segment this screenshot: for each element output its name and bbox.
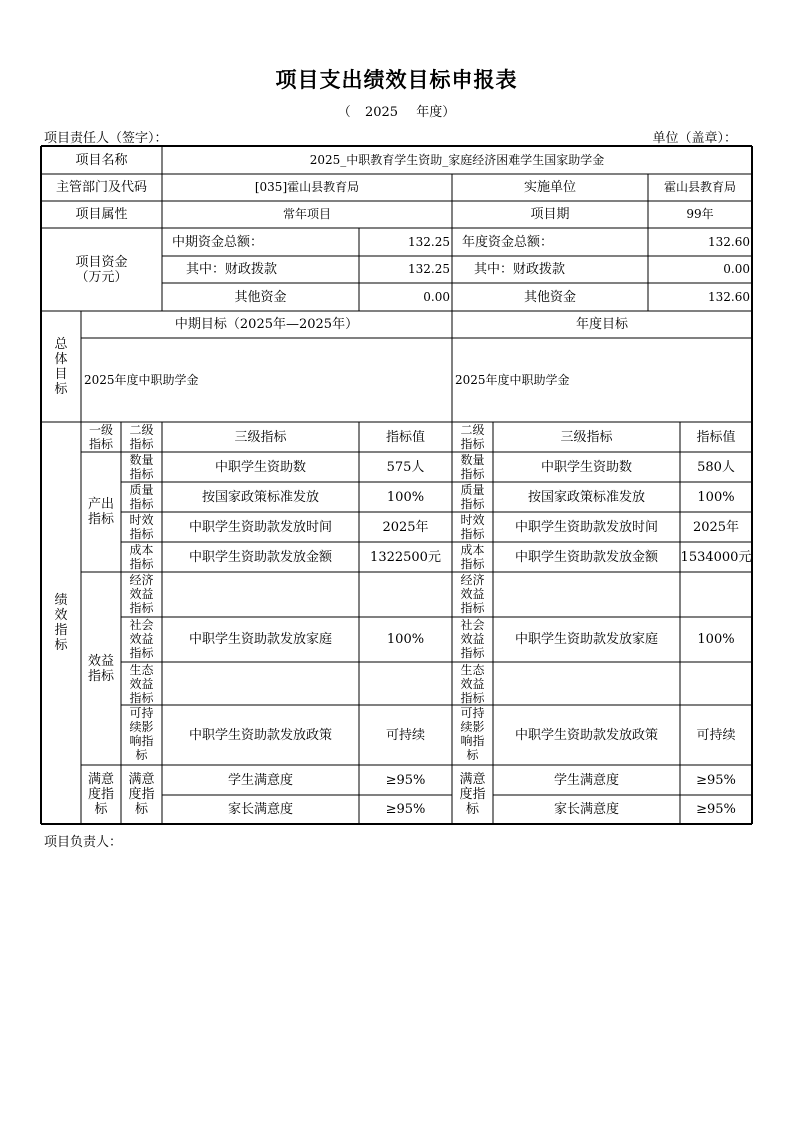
row-mid-value: ≥95% [385, 802, 426, 817]
impl-unit-label: 实施单位 [523, 180, 576, 195]
project-attr-value: 常年项目 [282, 207, 331, 221]
row-mid-name: 中职学生资助款发放政策 [188, 727, 332, 743]
row-level2-mid: 时效指标 [129, 513, 154, 541]
row-annual-value [680, 572, 752, 617]
mid-goal-text: 2025年度中职助学金 [84, 372, 199, 387]
annual-goal-text: 2025年度中职助学金 [455, 372, 570, 387]
year-value: 2025 [364, 105, 399, 120]
mid-total-label: 中期资金总额： [172, 234, 264, 250]
row-mid-value: ≥95% [385, 772, 426, 788]
row-mid-name [162, 572, 359, 617]
row-mid-name: 中职学生资助款发放家庭 [188, 632, 332, 647]
page-title: 项目支出绩效目标申报表 [275, 67, 518, 92]
annual-total-label: 年度资金总额： [462, 234, 554, 250]
row-annual-value: 100% [697, 632, 735, 647]
row-level2-annual: 时效指标 [460, 513, 485, 541]
row-level2-mid: 经济效益指标 [129, 573, 154, 615]
row-annual-name: 按国家政策标准发放 [527, 489, 645, 505]
row-level2-annual: 可持续影响指标 [460, 706, 485, 762]
row-mid-name: 中职学生资助数 [214, 459, 306, 475]
group-satisfaction-label: 满意度指标 [87, 772, 114, 817]
row-level2-annual: 生态效益指标 [460, 663, 485, 705]
row-mid-value: 1322500元 [370, 549, 441, 565]
impl-unit-value: 霍山县教育局 [663, 180, 736, 194]
row-annual-name: 中职学生资助款发放政策 [514, 727, 658, 743]
row-level2-mid: 生态效益指标 [129, 663, 154, 705]
row-level2-mid: 数量指标 [129, 453, 154, 481]
annual-total-value: 132.60 [708, 234, 750, 249]
header-value-annual: 指标值 [696, 429, 736, 445]
row-mid-name: 中职学生资助款发放时间 [188, 519, 332, 535]
annual-fiscal-value: 0.00 [723, 262, 750, 276]
mid-fiscal-value: 132.25 [408, 262, 450, 276]
row-mid-value: 可持续 [385, 727, 425, 743]
group-output-label: 产出指标 [87, 497, 114, 527]
funds-label-line1: 项目资金 [75, 254, 128, 270]
row-annual-value: ≥95% [696, 772, 736, 788]
mid-total-value: 132.25 [408, 234, 450, 249]
project-period-label: 项目期 [530, 207, 570, 222]
year-prefix: （ [337, 105, 351, 120]
year-suffix: 年度） [416, 105, 456, 120]
row-mid-value: 100% [386, 489, 425, 505]
row-mid-name: 学生满意度 [227, 772, 293, 788]
row-annual-name [493, 662, 680, 705]
row-annual-name: 家长满意度 [553, 802, 619, 817]
row-level2-annual: 满意度指标 [459, 772, 486, 817]
row-level2-mid: 质量指标 [129, 483, 154, 511]
mid-goal-header: 中期目标（2025年—2025年） [174, 317, 359, 332]
dept-label: 主管部门及代码 [55, 180, 147, 195]
project-owner-label: 项目负责人： [44, 835, 123, 850]
row-level2-annual: 社会效益指标 [460, 618, 485, 660]
header-level2-mid: 二级指标 [129, 423, 154, 451]
row-annual-name: 中职学生资助数 [540, 459, 632, 475]
responsible-person-label: 项目责任人（签字）： [44, 131, 168, 146]
row-annual-value: 580人 [697, 459, 735, 475]
header-value-mid: 指标值 [385, 429, 425, 445]
row-annual-value: 可持续 [696, 727, 736, 743]
funds-label-line2: （万元） [75, 269, 128, 285]
row-mid-name: 中职学生资助款发放金额 [188, 549, 332, 565]
project-name-value: 2025_中职教育学生资助_家庭经济困难学生国家助学金 [309, 152, 605, 167]
row-annual-value: 2025年 [692, 519, 740, 535]
header-level3-mid: 三级指标 [234, 429, 287, 445]
row-mid-name: 按国家政策标准发放 [201, 489, 319, 505]
row-annual-name: 中职学生资助款发放时间 [514, 519, 658, 535]
row-level2-annual: 数量指标 [460, 453, 485, 481]
dept-value: [035]霍山县教育局 [254, 180, 360, 194]
project-funds-label [41, 228, 162, 311]
unit-seal-label: 单位（盖章）： [652, 131, 737, 146]
header-level3-annual: 三级指标 [560, 429, 613, 445]
mid-fiscal-label: 其中：财政拨款 [186, 262, 278, 277]
group-benefit-label: 效益指标 [87, 653, 114, 684]
mid-other-label: 其他资金 [234, 289, 287, 305]
row-level2-mid: 可持续影响指标 [129, 706, 154, 762]
annual-goal-header: 年度目标 [575, 317, 628, 332]
row-mid-value [359, 662, 452, 705]
performance-indicators-label: 绩效指标 [54, 593, 68, 653]
row-mid-name [162, 662, 359, 705]
row-annual-name: 中职学生资助款发放家庭 [514, 632, 658, 647]
row-level2-annual: 质量指标 [460, 483, 485, 511]
row-annual-name: 中职学生资助款发放金额 [514, 549, 658, 565]
annual-fiscal-label: 其中：财政拨款 [474, 262, 566, 277]
row-level2-annual: 成本指标 [460, 543, 485, 571]
header-level2-annual: 二级指标 [460, 423, 485, 451]
row-level2-mid: 社会效益指标 [129, 618, 154, 660]
row-mid-value: 100% [386, 632, 425, 647]
overall-goal-label: 总体目标 [54, 336, 68, 397]
row-mid-value [359, 572, 452, 617]
mid-other-value: 0.00 [423, 289, 450, 304]
row-annual-name [493, 572, 680, 617]
project-name-label: 项目名称 [75, 152, 128, 168]
row-annual-value: 1534000元 [680, 549, 752, 565]
row-level2-annual: 经济效益指标 [460, 573, 485, 615]
row-annual-name: 学生满意度 [553, 772, 619, 788]
project-period-value: 99年 [686, 207, 714, 221]
row-mid-value: 575人 [386, 459, 425, 475]
annual-other-value: 132.60 [708, 289, 750, 304]
row-annual-value [680, 662, 752, 705]
row-annual-value: ≥95% [696, 802, 736, 817]
row-level2-mid: 满意度指标 [128, 772, 155, 817]
row-mid-name: 家长满意度 [227, 802, 293, 817]
row-mid-value: 2025年 [382, 519, 429, 535]
row-level2-mid: 成本指标 [129, 543, 154, 571]
row-annual-value: 100% [697, 489, 735, 505]
header-level1: 一级指标 [88, 423, 113, 451]
annual-other-label: 其他资金 [523, 289, 576, 305]
project-attr-label: 项目属性 [75, 207, 128, 222]
